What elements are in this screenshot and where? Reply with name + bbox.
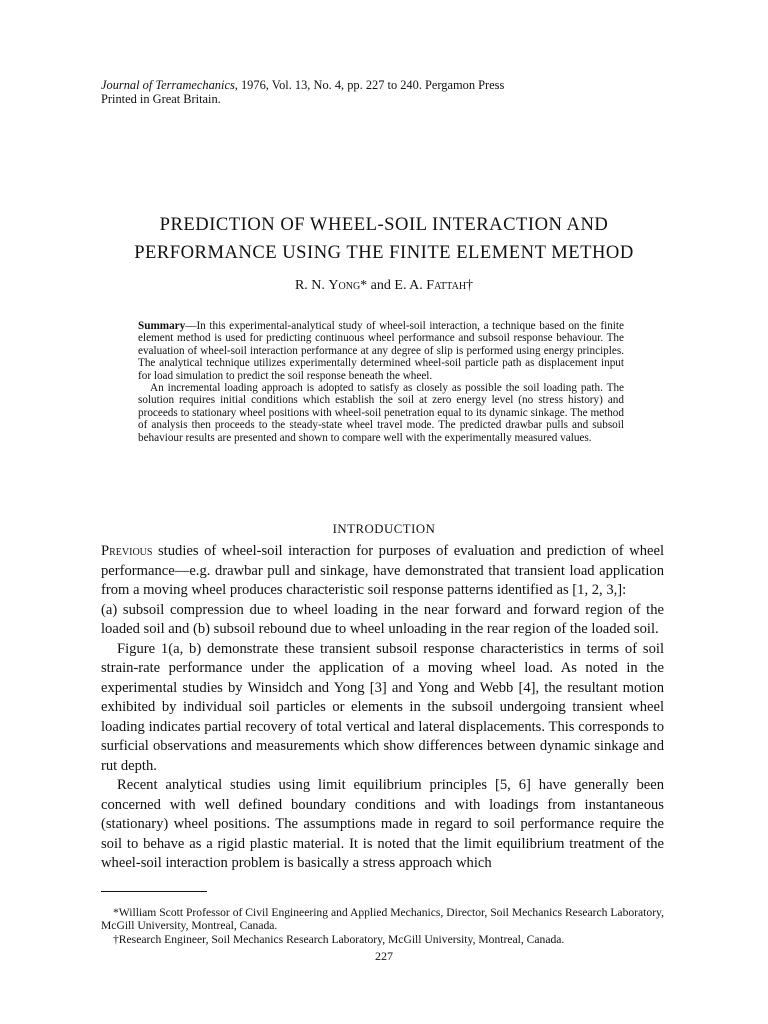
- author-line: [80, 278, 688, 294]
- introduction-body: [101, 542, 664, 874]
- page-number: 227: [375, 949, 393, 963]
- summary-paragraph-1: [138, 320, 624, 382]
- introduction-heading: INTRODUCTION: [332, 522, 436, 536]
- footnote-divider: [101, 891, 207, 892]
- author2-footnote-mark: †: [466, 278, 474, 293]
- summary-paragraph-1-text: —In this experimental-analytical study of wheel-soil interaction, a technique based on the finite element method is used for predicting continuous wheel performance and subsoil response behaviour. The evaluation of wheel-soil interaction performance at any degree of slip is performed using energy principles. The analytical technique utilizes experimentally determined wheel-soil particle path as displacement input for load simulation to predict the soil response beneath the wheel.: [138, 320, 624, 382]
- author2-surname: Fattah: [426, 278, 467, 293]
- journal-header: [101, 78, 661, 106]
- printed-in-line: Printed in Great Britain.: [101, 92, 221, 106]
- intro-paragraph-1-text: studies of wheel-soil interaction for purposes of evaluation and prediction of wheel performance—e.g. drawbar pull and sinkage, have demonstrated that transient load application from a moving wheel produces characteristic soil response patterns identified as [1, 2, 3,]:: [101, 543, 664, 598]
- footnotes: [101, 906, 664, 946]
- author1-initials: R. N.: [294, 278, 329, 293]
- title-line-2: PERFORMANCE USING THE FINITE ELEMENT METHOD: [134, 242, 634, 263]
- title-line-1: PREDICTION OF WHEEL-SOIL INTERACTION AND: [159, 214, 609, 235]
- author1-surname: Yong: [328, 278, 361, 293]
- summary-paragraph-2: An incremental loading approach is adopted to satisfy as closely as possible the soil loading path. The solution requires initial conditions which establish the soil at zero energy level (no stress history) and proceeds to stationary wheel positions with wheel-soil penetration equal to its dynamic sinkage. The method of analysis then proceeds to the steady-state wheel travel mode. The predicted drawbar pulls and subsoil behaviour results are presented and shown to compare well with the experimentally measured values.: [138, 382, 624, 444]
- journal-citation-line: [101, 78, 661, 92]
- intro-paragraph-4: Recent analytical studies using limit equilibrium principles [5, 6] have generally been concerned with well defined boundary conditions and with loadings from instantaneous (stationary) wheel positions. The assumptions made in regard to soil performance require the soil to behave as a rigid plastic material. It is noted that the limit equilibrium treatment of the wheel-soil interaction problem is basically a stress approach which: [101, 777, 664, 871]
- journal-name: Journal of Terramechanics: [101, 78, 235, 92]
- footnote-2: †Research Engineer, Soil Mechanics Research Laboratory, McGill University, Montreal, Canada.: [113, 932, 565, 946]
- intro-paragraph-3: Figure 1(a, b) demonstrate these transient subsoil response characteristics in terms of soil strain-rate performance under the application of a moving wheel load. As noted in the experimental studies by Winsidch and Yong [3] and Yong and Webb [4], the resultant motion exhibited by individual soil particles or elements in the subsoil undergoing transient wheel loading indicates partial recovery of total vertical and lateral displacements. This corresponds to surficial observations and measurements which show differences between dynamic sinkage and rut depth.: [101, 640, 664, 774]
- intro-paragraph-1: [101, 542, 664, 601]
- summary-lead: Summary: [138, 320, 186, 332]
- journal-citation: , 1976, Vol. 13, No. 4, pp. 227 to 240. Pergamon Press: [234, 78, 505, 92]
- footnote-1: *William Scott Professor of Civil Engineering and Applied Mechanics, Director, Soil Mechanics Research Laboratory, McGill University, Montreal, Canada.: [101, 906, 664, 933]
- author1-footnote-mark: *: [360, 278, 368, 293]
- intro-paragraph-2: (a) subsoil compression due to wheel loading in the near forward and forward region of the loaded soil and (b) subsoil rebound due to wheel unloading in the rear region of the loaded soil.: [101, 601, 664, 637]
- author2-initials: E. A.: [394, 278, 427, 293]
- summary-block: [138, 320, 624, 444]
- author-conjunction: and: [367, 278, 395, 293]
- intro-first-word: Previous: [101, 543, 153, 559]
- paper-title: [80, 211, 688, 267]
